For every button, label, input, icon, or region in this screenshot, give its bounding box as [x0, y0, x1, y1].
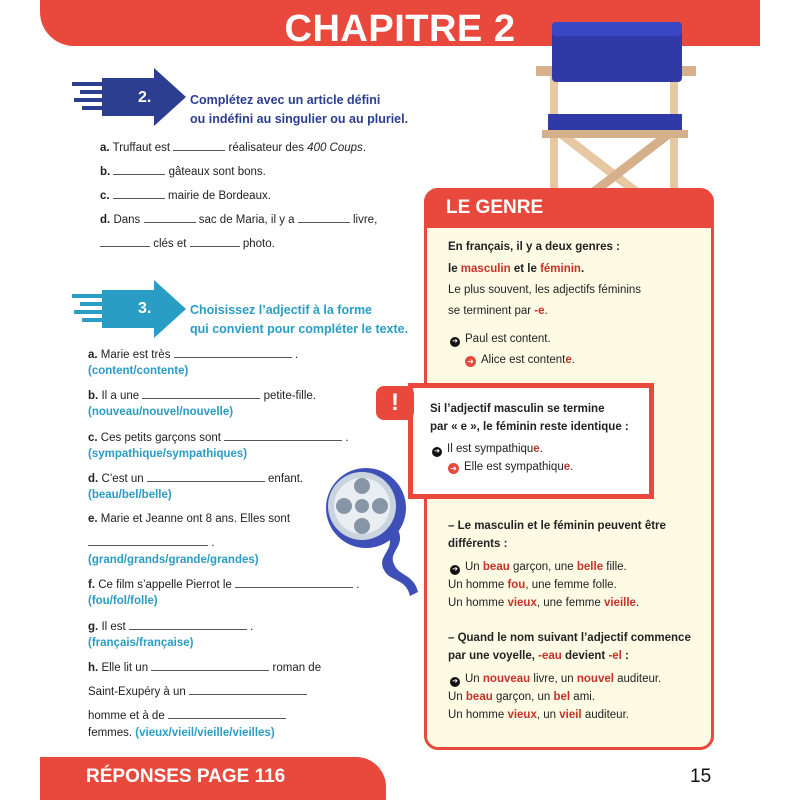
exercise-2-number: 2. — [138, 89, 152, 106]
exercise-3-item-d-options: (beau/bel/belle) — [88, 489, 172, 501]
genre-example-1: ➜ Paul est content. — [450, 333, 551, 347]
answer-blank[interactable] — [151, 661, 269, 671]
exercise-3-instruction: Choisissez l’adjectif à la forme qui convient pour compléter le texte. — [190, 303, 409, 336]
chapter-title: CHAPITRE 2 — [284, 8, 516, 50]
exercise-3-item-d: d. C’est un enfant. — [88, 473, 304, 485]
warning-icon: ! — [376, 386, 414, 420]
answer-blank[interactable] — [100, 237, 150, 247]
answer-blank[interactable] — [190, 237, 240, 247]
red-arrow-icon: ➜ — [465, 356, 476, 367]
exercise-3-item-f-options: (fou/fol/folle) — [88, 595, 158, 607]
answer-blank[interactable] — [147, 472, 265, 482]
answer-blank[interactable] — [113, 165, 165, 175]
arrow-bullet-icon: ➜ — [450, 337, 460, 347]
exercise-3-item-h-line4: femmes. (vieux/vieil/vieille/vieilles) — [88, 727, 275, 739]
exercise-3-item-a-options: (content/contente) — [88, 365, 189, 377]
exercise-3-item-h-line2: Saint-Exupéry à un — [88, 685, 307, 698]
exercise-2-item-c: c. mairie de Bordeaux. — [100, 190, 271, 202]
exercise-3-item-c: c. Ces petits garçons sont . — [88, 432, 349, 444]
answers-reference: RÉPONSES PAGE 116 — [86, 766, 286, 787]
exercise-3-arrow-badge — [72, 280, 190, 338]
arrow-bullet-icon: ➜ — [450, 565, 460, 575]
exercise-2-arrow-badge — [72, 68, 190, 126]
exercise-3-item-c-options: (sympathique/sympathiques) — [88, 448, 248, 460]
answer-blank[interactable] — [224, 431, 342, 441]
exercise-3-item-e-options: (grand/grands/grande/grandes) — [88, 554, 259, 566]
red-arrow-icon: ➜ — [448, 463, 459, 474]
answer-blank[interactable] — [189, 685, 307, 695]
rule2-line1: – Quand le nom suivant l’adjectif commence — [448, 632, 691, 644]
answer-blank[interactable] — [298, 213, 350, 223]
exercise-3-item-h-options: (vieux/vieil/vieille/vieilles) — [135, 727, 275, 739]
answer-blank[interactable] — [144, 213, 196, 223]
exercise-3-item-e-blank-line: . — [88, 536, 214, 549]
genre-example-2: ➜ Alice est contente. — [465, 354, 575, 367]
answer-blank[interactable] — [168, 709, 286, 719]
exercise-3-item-b: b. Il a une petite-fille. — [88, 390, 316, 402]
exercise-3-item-g-options: (français/française) — [88, 637, 194, 649]
exercise-3-item-h-line3: homme et à de — [88, 709, 286, 722]
exercise-3-item-e: e. Marie et Jeanne ont 8 ans. Elles sont — [88, 513, 291, 525]
exercise-2-item-d-continuation: clés et photo. — [100, 237, 275, 250]
grammar-panel-title: LE GENRE — [446, 197, 544, 218]
answer-blank[interactable] — [88, 536, 208, 546]
exercise-2-item-a: a. Truffaut est réalisateur des 400 Coups. — [100, 142, 366, 154]
exercise-2-item-b: b. gâteaux sont bons. — [100, 166, 266, 178]
exercise-3-item-g: g. Il est . — [88, 621, 254, 633]
genre-intro-line1: En français, il y a deux genres : — [448, 241, 620, 253]
exercise-3-item-h: h. Elle lit un roman de — [88, 662, 322, 674]
warning-line1: Si l’adjectif masculin se termine — [430, 403, 605, 415]
exercise-3-item-b-options: (nouveau/nouvel/nouvelle) — [88, 406, 234, 418]
answer-blank[interactable] — [113, 189, 165, 199]
exercise-2-instruction: Complétez avec un article défini ou indéfini au singulier ou au pluriel. — [190, 93, 409, 126]
genre-intro-line3: Le plus souvent, les adjectifs féminins — [448, 284, 642, 296]
answer-blank[interactable] — [173, 141, 225, 151]
genre-intro-line2: le masculin et le féminin. — [448, 263, 585, 275]
rule2-example-3: Un homme vieux, un vieil auditeur. — [448, 709, 629, 721]
arrow-bullet-icon: ➜ — [432, 447, 442, 457]
rule1-line1: – Le masculin et le féminin peuvent être — [448, 520, 666, 532]
arrow-bullet-icon: ➜ — [450, 677, 460, 687]
rule1-line2: différents : — [448, 538, 508, 550]
warning-box — [408, 383, 654, 499]
rule2-example-1: ➜ Un nouveau livre, un nouvel auditeur. — [450, 673, 661, 687]
answer-blank[interactable] — [142, 389, 260, 399]
exercise-2-item-d: d. Dans sac de Maria, il y a livre, — [100, 214, 378, 226]
genre-intro-line4: se terminent par -e. — [448, 305, 548, 317]
exercise-3-item-a: a. Marie est très . — [88, 349, 299, 361]
rule1-example-2: Un homme fou, une femme folle. — [448, 579, 617, 591]
page-number: 15 — [690, 766, 712, 787]
rule2-line2: par une voyelle, -eau devient -el : — [448, 650, 629, 662]
exercise-3-item-f: f. Ce film s’appelle Pierrot le . — [88, 579, 360, 591]
rule1-example-3: Un homme vieux, une femme vieille. — [448, 597, 640, 609]
warning-line2: par « e », le féminin reste identique : — [430, 421, 629, 433]
rule1-example-1: ➜ Un beau garçon, une belle fille. — [450, 561, 627, 575]
answer-blank[interactable] — [129, 620, 247, 630]
rule2-example-2: Un beau garçon, un bel ami. — [448, 691, 596, 703]
warning-example-1: ➜ Il est sympathique. — [432, 443, 543, 457]
exercise-3-number: 3. — [138, 300, 152, 317]
answer-blank[interactable] — [174, 348, 292, 358]
warning-example-2: ➜ Elle est sympathique. — [448, 461, 573, 474]
